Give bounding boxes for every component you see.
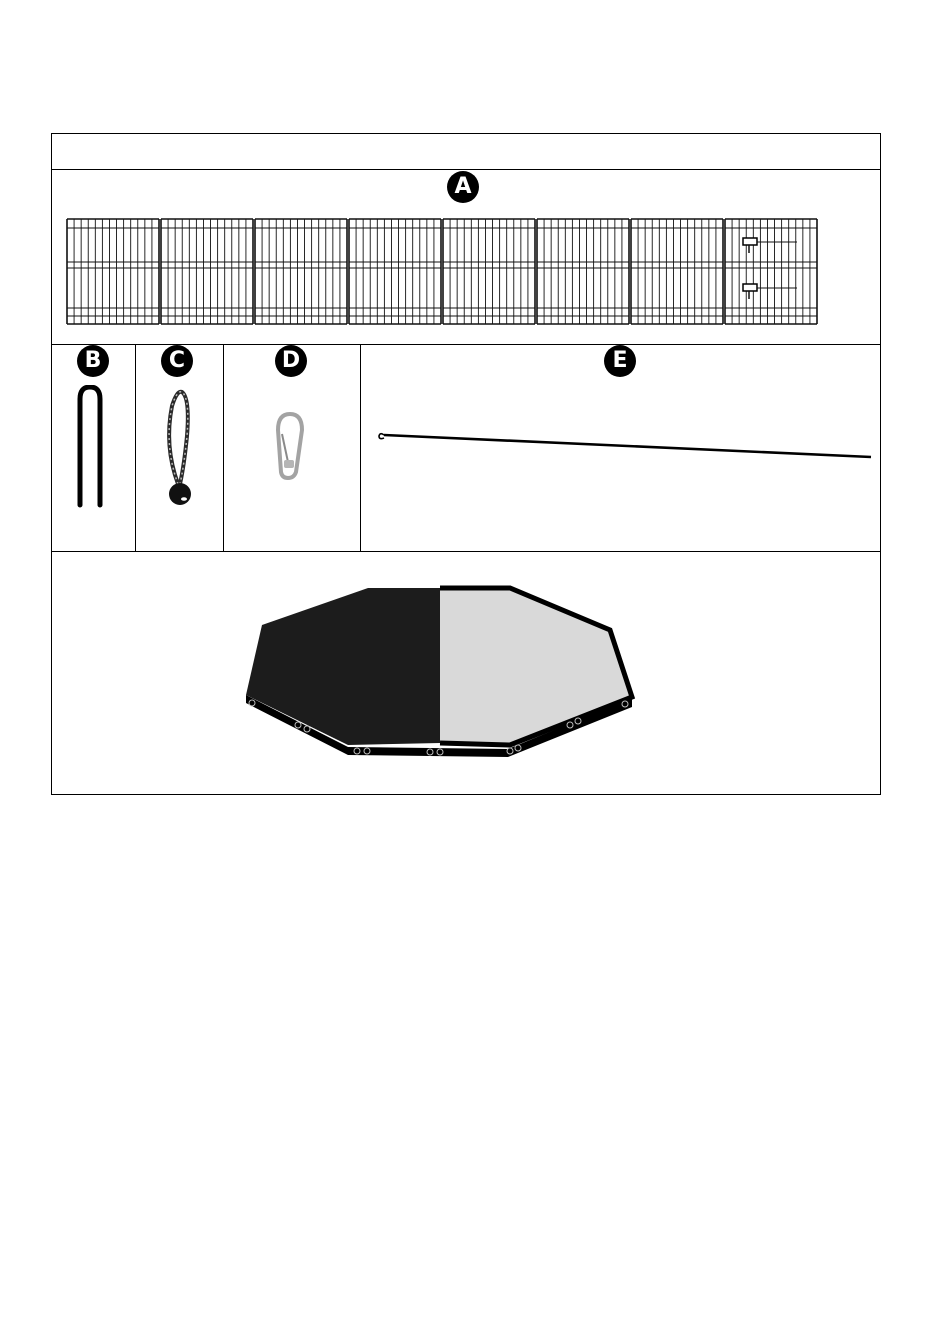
carabiner-illustration — [270, 410, 310, 482]
row-b-divider — [52, 551, 880, 552]
header-row — [52, 134, 880, 169]
u-stake-illustration — [72, 385, 108, 510]
bungee-cord-illustration — [160, 386, 200, 511]
part-label-c: C — [161, 345, 193, 377]
header-row-divider — [52, 169, 880, 170]
cell-divider-b-c — [135, 344, 136, 551]
floor-mat-illustration — [240, 585, 640, 765]
part-label-e: E — [604, 345, 636, 377]
cell-divider-d-e — [360, 344, 361, 551]
fence-panels-illustration — [66, 218, 818, 326]
hook-rod-illustration — [376, 428, 876, 462]
cell-divider-c-d — [223, 344, 224, 551]
part-label-d: D — [275, 345, 307, 377]
part-label-b: B — [77, 345, 109, 377]
part-label-a: A — [447, 171, 479, 203]
